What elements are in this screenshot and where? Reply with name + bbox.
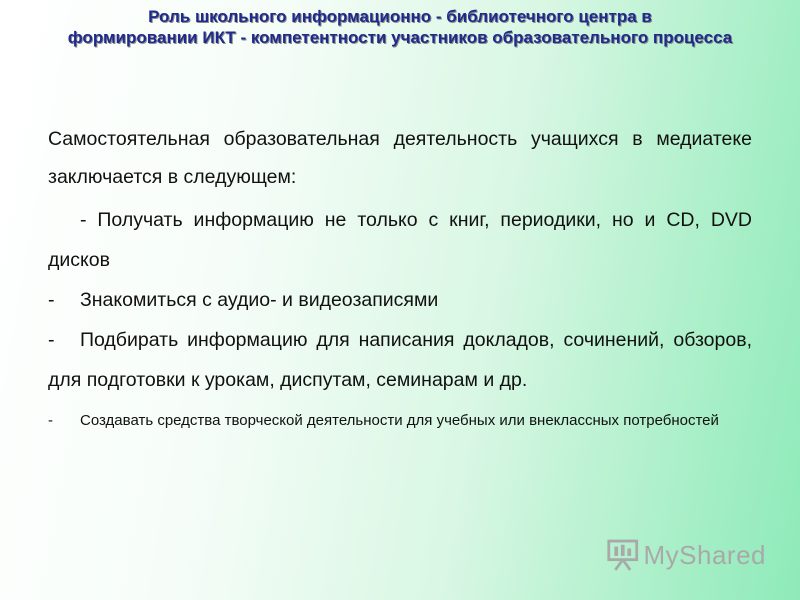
intro-paragraph: Самостоятельная образовательная деятельность учащихся в медиатеке заключается в следующем:: [48, 128, 752, 188]
slide-title: [0, 6, 800, 48]
slide-title-line-2: формировании ИКТ - компетентности участников образовательного процесса: [67, 28, 733, 47]
list-item-cd-dvd: - Получать информацию не только с книг, периодики, но и CD, DVD дисков: [48, 209, 752, 271]
list-dash: -: [48, 412, 53, 429]
list-item-text: Знакомиться с аудио- и видеозаписями: [80, 289, 439, 311]
list-item-text: Создавать средства творческой деятельности для учебных или внеклассных потребностей: [80, 412, 719, 429]
list-item-reports: [48, 320, 752, 400]
list-item-creative: [48, 402, 752, 440]
presentation-board-icon: [606, 538, 640, 572]
watermark-text: MyShared: [643, 539, 766, 570]
list-dash: -: [48, 289, 55, 311]
list-item-text: Подбирать информацию для написания докладов, сочинений, обзоров, для подготовки к урокам, диспутам, семинарам и др.: [48, 329, 752, 391]
list-item-audio-video: [48, 280, 752, 320]
list-dash: -: [48, 329, 55, 351]
myshared-watermark: [606, 536, 766, 574]
slide-title-line-1: Роль школьного информационно - библиотечного центра в: [148, 7, 652, 26]
slide-body: [48, 120, 752, 440]
